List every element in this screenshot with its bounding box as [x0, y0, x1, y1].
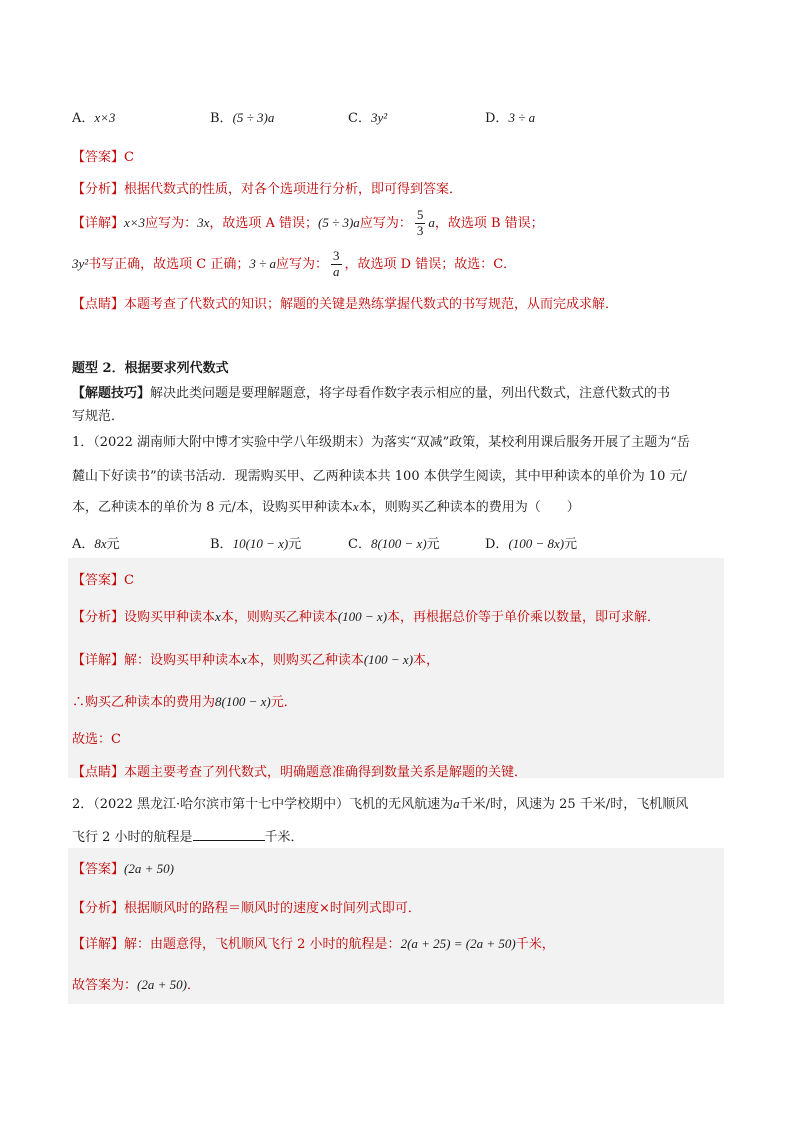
q1-detail-line1 — [72, 649, 439, 668]
math-expr: 3x — [197, 215, 210, 230]
q1-stem-line3 — [72, 496, 580, 515]
answer-value: (2a + 50) — [124, 861, 174, 876]
math-expr: 3 ÷ a — [249, 256, 277, 271]
answer-value: C — [124, 573, 134, 588]
detail-text: 书写正确，故选项 C 正确； — [88, 257, 250, 272]
q0-answer — [72, 146, 134, 165]
detail-tag: 【详解】 — [72, 653, 125, 668]
option-expr: 8(100 − x) — [370, 536, 427, 551]
option-expr: (100 − 8x) — [508, 536, 565, 551]
stem-text: 本，则购买乙种读本的费用为（ ） — [358, 500, 580, 515]
detail-text: 应写为： — [145, 216, 198, 231]
option-unit: 元 — [564, 537, 578, 552]
option-expr: 3 ÷ a — [508, 110, 536, 125]
detail-text: 应写为： — [276, 257, 329, 272]
q0-analysis — [72, 178, 462, 197]
math-expr: 3y² — [72, 256, 89, 271]
q1-solution-panel — [68, 558, 724, 778]
analysis-tag: 【分析】 — [72, 610, 125, 625]
math-expr: (5 ÷ 3)a — [318, 215, 360, 230]
answer-tag: 【答案】 — [72, 150, 125, 165]
detail-text: 应写为： — [359, 216, 412, 231]
q1-answer — [72, 569, 134, 588]
analysis-tag: 【分析】 — [72, 182, 125, 197]
detail-text: 解：设购买甲种读本 — [124, 653, 242, 668]
option-label: A． — [72, 111, 95, 126]
q0-detail-line1 — [72, 205, 544, 242]
q2-answer — [72, 858, 174, 877]
detail-text: ，故选项 D 错误；故选：C． — [344, 257, 517, 272]
q2-analysis — [72, 897, 421, 916]
detail-text: ． — [186, 978, 200, 993]
analysis-text: 本，再根据总价等于单价乘以数量，即可求解． — [387, 610, 661, 625]
q2-stem-line2 — [72, 826, 304, 845]
q1-analysis — [72, 606, 660, 625]
detail-text: ∴购买乙种读本的费用为 — [72, 695, 216, 710]
answer-tag: 【答案】 — [72, 573, 125, 588]
section-tip-line1 — [72, 382, 670, 401]
math-var: x — [215, 609, 221, 624]
q1-option-b — [210, 533, 301, 552]
q0-option-d — [485, 107, 535, 126]
section-tip-line2: 写规范． — [72, 409, 125, 424]
detail-text: 解：由题意得，飞机顺风飞行 2 小时的航程是： — [124, 937, 401, 952]
detail-text: 本， — [413, 653, 440, 668]
analysis-tag: 【分析】 — [72, 901, 125, 916]
option-expr: 3y² — [370, 110, 388, 125]
option-label: D． — [485, 537, 509, 552]
analysis-text: 根据代数式的性质，对各个选项进行分析，即可得到答案． — [124, 182, 463, 197]
q0-detail-line2 — [72, 246, 516, 283]
option-label: D． — [485, 111, 509, 126]
comment-tag: 【点睛】 — [72, 297, 125, 312]
math-expr: 2(a + 25) = (2a + 50) — [400, 936, 516, 951]
q1-option-d — [485, 533, 577, 552]
option-expr: 8x — [94, 536, 107, 551]
comment-tag: 【点睛】 — [72, 765, 125, 780]
q0-comment — [72, 293, 618, 312]
q0-option-c — [348, 107, 387, 126]
option-label: A． — [72, 537, 95, 552]
q2-detail-line2 — [72, 974, 200, 993]
q1-conclusion: 故选：C — [72, 732, 121, 747]
fraction — [331, 249, 342, 280]
q1-stem-line2: 麓山下好读书”的读书活动．现需购买甲、乙两种读本共 100 本供学生阅读，其中甲种读本的单价为 10 元/ — [72, 469, 687, 484]
math-expr: 8(100 − x) — [215, 694, 271, 709]
fraction-denominator: 3 — [416, 223, 424, 238]
option-expr: (5 ÷ 3)a — [232, 110, 275, 125]
detail-tag: 【详解】 — [72, 937, 125, 952]
detail-text: 故答案为： — [72, 978, 138, 993]
q1-comment — [72, 761, 527, 780]
tip-tag: 【解题技巧】 — [72, 386, 151, 401]
q2-detail-line1 — [72, 933, 555, 952]
analysis-text: 根据顺风时的路程＝顺风时的速度×时间列式即可． — [124, 901, 421, 916]
q1-detail-line2 — [72, 691, 297, 710]
option-expr: x×3 — [94, 110, 116, 125]
q2-stem-line1 — [72, 793, 688, 812]
tip-text: 解决此类问题是要理解题意，将字母看作数字表示相应的量，列出代数式，注意代数式的书 — [150, 386, 671, 401]
answer-blank[interactable] — [193, 828, 265, 841]
option-unit: 元 — [288, 537, 302, 552]
stem-text: 本，乙种读本的单价为 8 元/本，设购买甲种读本 — [72, 500, 353, 515]
q0-option-a — [72, 107, 115, 126]
q1-stem-line1: 1．（2022 湖南师大附中博才实验中学八年级期末）为落实“双减”政策，某校利用课后服务开展了主题为“岳 — [72, 435, 690, 450]
math-expr: x×3 — [124, 215, 146, 230]
q1-option-c — [348, 533, 440, 552]
detail-text: 本，则购买乙种读本 — [246, 653, 364, 668]
fraction-numerator: 3 — [333, 248, 340, 264]
q1-option-a — [72, 533, 120, 552]
q0-option-b — [210, 107, 274, 126]
detail-text: 元． — [270, 695, 297, 710]
detail-text: ，故选项 B 错误； — [434, 216, 544, 231]
option-expr: 10(10 − x) — [232, 536, 289, 551]
math-expr: (100 − x) — [363, 652, 414, 667]
stem-text: 2．（2022 黑龙江·哈尔滨市第十七中学校期中）飞机的无风航速为 — [72, 797, 454, 812]
math-var: a — [453, 796, 460, 811]
section-title: 题型 2．根据要求列代数式 — [72, 361, 229, 376]
analysis-text: 本，则购买乙种读本 — [220, 610, 338, 625]
option-label: B． — [210, 111, 233, 126]
math-var: x — [241, 652, 247, 667]
option-unit: 元 — [426, 537, 440, 552]
math-expr: a — [428, 215, 435, 230]
fraction-denominator: a — [333, 264, 340, 279]
option-unit: 元 — [106, 537, 120, 552]
option-label: C． — [348, 537, 371, 552]
math-var: x — [352, 499, 359, 514]
analysis-text: 设购买甲种读本 — [124, 610, 216, 625]
detail-text: ，故选项 A 错误； — [209, 216, 319, 231]
answer-value: C — [124, 150, 134, 165]
option-label: C． — [348, 111, 371, 126]
math-expr: (100 − x) — [337, 609, 388, 624]
comment-text: 本题主要考查了列代数式，明确题意准确得到数量关系是解题的关键． — [124, 765, 528, 780]
comment-text: 本题考查了代数式的知识；解题的关键是熟练掌握代数式的书写规范，从而完成求解． — [124, 297, 619, 312]
option-label: B． — [210, 537, 233, 552]
detail-tag: 【详解】 — [72, 216, 125, 231]
answer-tag: 【答案】 — [72, 862, 125, 877]
stem-text: 千米． — [264, 830, 304, 845]
stem-text: 千米/时，风速为 25 千米/时，飞机顺风 — [459, 797, 689, 812]
fraction — [415, 208, 426, 239]
stem-text: 飞行 2 小时的航程是 — [72, 830, 193, 845]
detail-text: 千米， — [515, 937, 555, 952]
fraction-numerator: 5 — [416, 207, 424, 223]
math-expr: (2a + 50) — [137, 977, 187, 992]
